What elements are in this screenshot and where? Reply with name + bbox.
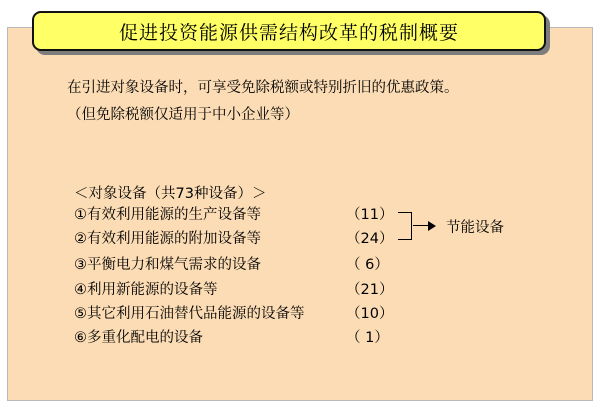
equipment-item-4: ④利用新能源的设备等 [74,282,218,298]
equipment-item-3: ③平衡电力和煤气需求的设备 [74,257,261,273]
equipment-item-5: ⑤其它利用石油替代品能源的设备等 [74,306,305,322]
energy-saving-group-label: 节能设备 [446,220,504,236]
equipment-count-2: （24） [346,231,394,247]
right-arrow-icon [428,221,436,231]
page-title: 促进投资能源供需结构改革的税制概要 [32,11,546,51]
equipment-count-5: （10） [346,306,394,322]
equipment-item-2: ②有效利用能源的附加设备等 [74,231,261,247]
equipment-count-1: （11） [346,207,394,223]
intro-line-2: （但免除税额仅适用于中小企业等） [67,107,299,123]
equipment-item-6: ⑥多重化配电的设备 [74,330,203,346]
equipment-count-4: （21） [346,282,394,298]
equipment-count-6: （ 1） [346,330,389,346]
equipment-item-1: ①有效利用能源的生产设备等 [74,207,261,223]
intro-line-1: 在引进对象设备时，可享受免除税额或特别折旧的优惠政策。 [67,80,459,96]
equipment-list-header: ＜对象设备（共73种设备）＞ [74,186,267,202]
equipment-count-3: （ 6） [346,257,389,273]
group-bracket [398,212,412,240]
